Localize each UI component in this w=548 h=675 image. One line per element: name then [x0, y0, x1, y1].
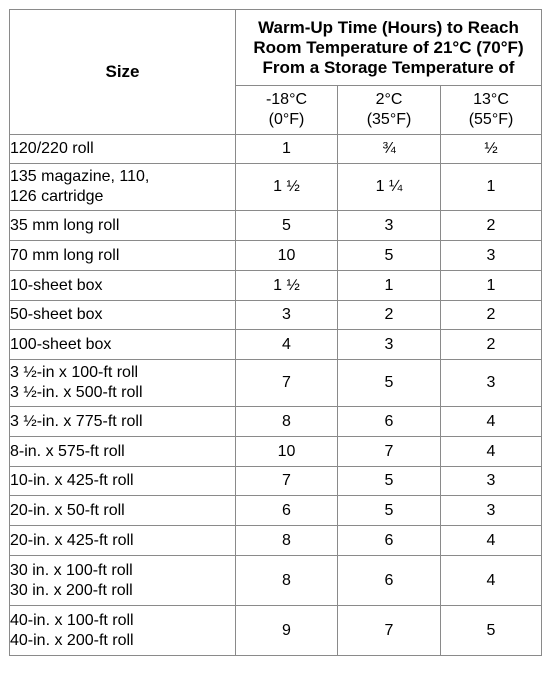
warm-up-hours-cell: 5 — [338, 360, 441, 407]
size-label: 126 cartridge — [10, 188, 104, 205]
table-row — [10, 135, 542, 164]
size-label: 3 ½-in x 100-ft roll — [10, 364, 139, 381]
warm-up-title-header — [236, 10, 542, 86]
table-row — [10, 330, 542, 360]
size-column-header: Size — [10, 10, 236, 135]
warm-up-hours-cell: 1 — [441, 164, 542, 211]
warm-up-hours-cell: 3 — [338, 330, 441, 360]
table-row — [10, 407, 542, 437]
warm-up-hours-cell: 5 — [338, 467, 441, 496]
warm-up-hours-cell: 3 — [441, 360, 542, 407]
size-cell — [10, 211, 236, 241]
table-row — [10, 211, 542, 241]
title-line: From a Storage Temperature of — [262, 57, 515, 77]
size-cell — [10, 330, 236, 360]
temp-column-header — [236, 86, 338, 135]
warm-up-hours-cell: 7 — [236, 360, 338, 407]
temp-celsius: 13°C — [473, 91, 509, 108]
table-row — [10, 164, 542, 211]
size-label: 10-sheet box — [10, 276, 103, 294]
warm-up-hours-cell: 3 — [441, 467, 542, 496]
size-label: 40-in. x 200-ft roll — [10, 631, 134, 649]
size-cell — [10, 496, 236, 526]
size-label: 100-sheet box — [10, 335, 112, 353]
header-row-title — [10, 10, 542, 86]
size-cell — [10, 271, 236, 301]
size-cell — [10, 437, 236, 467]
warm-up-hours-cell: 10 — [236, 437, 338, 467]
size-label: 70 mm long roll — [10, 246, 120, 264]
size-label: 3 ½-in. x 500-ft roll — [10, 384, 143, 401]
warm-up-hours-cell: 3 — [441, 241, 542, 271]
temp-column-header — [441, 86, 542, 135]
table-row — [10, 467, 542, 496]
warm-up-hours-cell: 7 — [338, 437, 441, 467]
size-label: 8-in. x 575-ft roll — [10, 442, 125, 460]
size-cell — [10, 164, 236, 211]
warm-up-hours-cell: ¾ — [338, 135, 441, 164]
warm-up-hours-cell: 3 — [338, 211, 441, 241]
size-cell — [10, 556, 236, 606]
table-row — [10, 606, 542, 656]
table-row — [10, 526, 542, 556]
table-row — [10, 360, 542, 407]
table-row — [10, 556, 542, 606]
warm-up-hours-cell: 6 — [338, 526, 441, 556]
table-row — [10, 271, 542, 301]
size-label: 135 magazine, 110, — [10, 168, 150, 185]
warm-up-hours-cell: ½ — [441, 135, 542, 164]
warm-up-hours-cell: 7 — [236, 467, 338, 496]
size-cell — [10, 135, 236, 164]
warm-up-hours-cell: 6 — [338, 407, 441, 437]
warm-up-hours-cell: 8 — [236, 526, 338, 556]
size-label: 40-in. x 100-ft roll — [10, 611, 134, 629]
title-line: Warm-Up Time (Hours) to Reach — [258, 17, 519, 37]
size-label: 120/220 roll — [10, 140, 94, 157]
size-cell — [10, 526, 236, 556]
warm-up-hours-cell: 2 — [338, 301, 441, 330]
warm-up-hours-cell: 2 — [441, 330, 542, 360]
temp-celsius: -18°C — [265, 91, 308, 108]
warm-up-hours-cell: 6 — [338, 556, 441, 606]
size-label: 35 mm long roll — [10, 216, 120, 234]
warm-up-hours-cell: 1 — [441, 271, 542, 301]
size-cell — [10, 467, 236, 496]
table-row — [10, 241, 542, 271]
size-cell — [10, 360, 236, 407]
temp-fahrenheit: (0°F) — [268, 111, 305, 128]
size-cell — [10, 301, 236, 330]
warm-up-hours-cell: 8 — [236, 407, 338, 437]
warm-up-hours-cell: 6 — [236, 496, 338, 526]
warm-up-hours-cell: 10 — [236, 241, 338, 271]
warm-up-hours-cell: 4 — [441, 556, 542, 606]
temp-fahrenheit: (35°F) — [366, 111, 412, 128]
warm-up-hours-cell: 2 — [441, 301, 542, 330]
warm-up-hours-cell: 3 — [236, 301, 338, 330]
size-label: 30 in. x 200-ft roll — [10, 581, 133, 599]
warm-up-hours-cell: 2 — [441, 211, 542, 241]
warm-up-hours-cell: 1 — [338, 271, 441, 301]
temp-fahrenheit: (55°F) — [468, 111, 514, 128]
size-label: 50-sheet box — [10, 306, 103, 323]
table-body — [10, 135, 542, 656]
temp-column-header — [338, 86, 441, 135]
warm-up-hours-cell: 1 ½ — [236, 164, 338, 211]
warm-up-hours-cell: 5 — [338, 241, 441, 271]
warm-up-hours-cell: 9 — [236, 606, 338, 656]
size-label: 30 in. x 100-ft roll — [10, 561, 133, 579]
warm-up-hours-cell: 1 ½ — [236, 271, 338, 301]
size-label: 3 ½-in. x 775-ft roll — [10, 412, 143, 430]
table-row — [10, 301, 542, 330]
size-label: 20-in. x 50-ft roll — [10, 501, 125, 519]
size-label: 20-in. x 425-ft roll — [10, 531, 134, 549]
warm-up-time-table — [9, 9, 542, 656]
size-cell — [10, 241, 236, 271]
warm-up-hours-cell: 1 — [236, 135, 338, 164]
warm-up-hours-cell: 1 ¼ — [338, 164, 441, 211]
table-row — [10, 496, 542, 526]
warm-up-hours-cell: 5 — [236, 211, 338, 241]
title-line: Room Temperature of 21°C (70°F) — [253, 37, 524, 57]
size-cell — [10, 407, 236, 437]
warm-up-hours-cell: 4 — [441, 407, 542, 437]
size-cell — [10, 606, 236, 656]
size-label: 10-in. x 425-ft roll — [10, 472, 134, 489]
warm-up-hours-cell: 5 — [338, 496, 441, 526]
warm-up-hours-cell: 4 — [236, 330, 338, 360]
warm-up-hours-cell: 8 — [236, 556, 338, 606]
warm-up-hours-cell: 4 — [441, 526, 542, 556]
warm-up-hours-cell: 4 — [441, 437, 542, 467]
warm-up-hours-cell: 5 — [441, 606, 542, 656]
warm-up-hours-cell: 7 — [338, 606, 441, 656]
temp-celsius: 2°C — [375, 91, 403, 108]
warm-up-hours-cell: 3 — [441, 496, 542, 526]
table-row — [10, 437, 542, 467]
